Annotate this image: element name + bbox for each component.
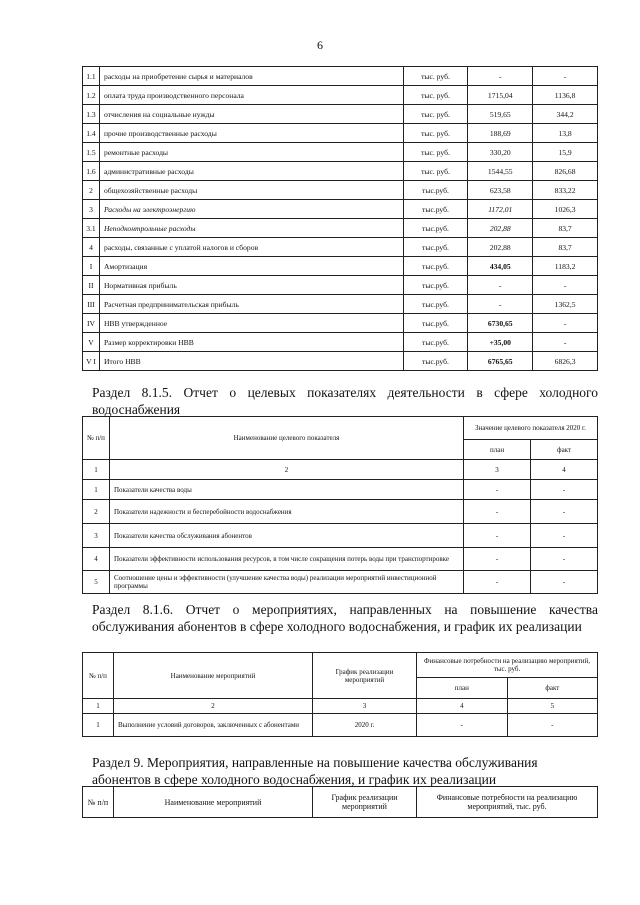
page-number: 6 [317,38,323,52]
index-cell: 3 [464,460,531,480]
row-plan: - [464,480,531,500]
budget-table [82,66,598,371]
row-unit: тыс. руб. [403,124,468,143]
col-schedule-header: График реализации мероприятий [313,787,417,818]
index-cell: 3 [313,699,417,714]
row-indicator: Показатели качества обслуживания абонентов [110,524,464,548]
row-fact: - [531,500,598,524]
row-item: Итого НВВ [99,352,403,371]
row-item: Неподконтрольные расходы [99,219,403,238]
row-item: Нормативная прибыль [99,276,403,295]
col-value-header: Значение целевого показателя 2020 г. [464,417,598,440]
col-fact-header: факт [507,678,597,699]
budget-row [83,352,598,371]
row-unit: тыс. руб. [403,143,468,162]
section-9-table [82,786,598,818]
row-fact: 83,7 [533,219,598,238]
row-item: ремонтные расходы [99,143,403,162]
row-fact: 6826,3 [533,352,598,371]
budget-row [83,333,598,352]
section-9-heading: Раздел 9. Мероприятия, направленные на повышение качества обслуживания абонентов в сфере холодного водоснабжения, и график их реализации [92,755,538,787]
row-num: 3 [83,200,100,219]
row-fact: 833,22 [533,181,598,200]
row-plan: - [417,714,508,737]
index-cell: 1 [83,699,114,714]
row-plan: 330,20 [468,143,533,162]
col-name-header: Наименование целевого показателя [110,417,464,460]
row-plan: - [468,67,533,86]
row-num: IV [83,314,100,333]
col-num-header: № п/п [83,787,114,818]
row-num: 5 [83,571,110,594]
row-unit: тыс.руб. [403,352,468,371]
row-plan: - [464,524,531,548]
row-plan: 6765,65 [468,352,533,371]
row-num: V [83,333,100,352]
index-cell: 1 [83,460,110,480]
row-indicator: Показатели надежности и бесперебойности водоснабжения [110,500,464,524]
budget-row [83,238,598,257]
col-num-header: № п/п [83,653,114,699]
row-unit: тыс.руб. [403,181,468,200]
row-item: общехозяйственные расходы [99,181,403,200]
row-fact: - [533,67,598,86]
budget-row [83,162,598,181]
row-fact: 344,2 [533,105,598,124]
index-cell: 2 [110,460,464,480]
row-plan: - [464,500,531,524]
indicator-row [83,548,598,571]
activities-table [82,652,598,737]
row-plan: - [468,295,533,314]
row-schedule: 2020 г. [313,714,417,737]
row-num: 4 [83,548,110,571]
row-num: 1 [83,480,110,500]
row-fact: 1183,2 [533,257,598,276]
row-item: административные расходы [99,162,403,181]
row-plan: 623,58 [468,181,533,200]
row-fact: 1136,8 [533,86,598,105]
index-cell: 4 [417,699,508,714]
row-fact: - [533,276,598,295]
row-plan: - [464,548,531,571]
col-schedule-header: График реализации мероприятий [313,653,417,699]
row-item: Расходы на электроэнергию [99,200,403,219]
row-unit: тыс.руб. [403,276,468,295]
col-name-header: Наименование мероприятий [114,787,313,818]
row-item: расходы, связанные с уплатой налогов и сборов [99,238,403,257]
row-fact: - [531,571,598,594]
row-item: НВВ утвержденное [99,314,403,333]
row-unit: тыс.руб. [403,295,468,314]
budget-row [83,67,598,86]
budget-row [83,257,598,276]
row-num: 2 [83,500,110,524]
row-indicator: Показатели эффективности использования ресурсов, в том числе сокращения потерь воды при транспортировке [110,548,464,571]
row-fact: - [507,714,597,737]
row-num: 1.6 [83,162,100,181]
col-plan-header: план [464,440,531,460]
indicator-row [83,571,598,594]
indicator-row [83,500,598,524]
row-num: 1.4 [83,124,100,143]
budget-row [83,200,598,219]
row-fact: 15,9 [533,143,598,162]
row-fact: - [533,314,598,333]
row-plan: 6730,65 [468,314,533,333]
row-indicator: Соотношение цены и эффективности (улучшение качества воды) реализации мероприятий инвестиционной программы [110,571,464,594]
row-item: Размер корректировки НВВ [99,333,403,352]
index-cell: 2 [114,699,313,714]
budget-row [83,219,598,238]
row-item: Амортизация [99,257,403,276]
row-num: 1.2 [83,86,100,105]
index-cell: 5 [507,699,597,714]
row-indicator: Показатели качества воды [110,480,464,500]
budget-row [83,143,598,162]
row-unit: тыс. руб. [403,162,468,181]
budget-row [83,105,598,124]
row-num: III [83,295,100,314]
section-8-1-6-heading: Раздел 8.1.6. Отчет о мероприятиях, направленных на повышение качества обслуживания абонентов в сфере холодного водоснабжения, и график их реализации [92,602,598,634]
row-fact: - [531,524,598,548]
row-unit: тыс. руб. [403,86,468,105]
row-plan: - [464,571,531,594]
budget-row [83,181,598,200]
row-fact: - [531,548,598,571]
row-unit: тыс.руб. [403,314,468,333]
row-item: прочие производственные расходы [99,124,403,143]
row-plan: 1172,01 [468,200,533,219]
row-num: 4 [83,238,100,257]
row-unit: тыс.руб. [403,200,468,219]
budget-row [83,314,598,333]
col-fact-header: факт [531,440,598,460]
budget-row [83,124,598,143]
row-num: 3.1 [83,219,100,238]
row-fact: 83,7 [533,238,598,257]
row-item: оплата труда производственного персонала [99,86,403,105]
col-finance-header: Финансовые потребности на реализацию мероприятий, тыс. руб. [417,787,598,818]
budget-row [83,295,598,314]
row-num: 1.3 [83,105,100,124]
row-plan: 1715,04 [468,86,533,105]
row-unit: тыс.руб. [403,238,468,257]
row-plan: 434,05 [468,257,533,276]
row-plan: 188,69 [468,124,533,143]
target-indicators-table [82,416,598,594]
row-activity: Выполнение условий договоров, заключенных с абонентами [114,714,313,737]
row-plan: 202,88 [468,219,533,238]
row-plan: - [468,276,533,295]
section-8-1-5-heading: Раздел 8.1.5. Отчет о целевых показателях деятельности в сфере холодного водоснабжения [92,385,598,417]
row-fact: 1362,5 [533,295,598,314]
row-unit: тыс.руб. [403,333,468,352]
col-plan-header: план [417,678,508,699]
row-unit: тыс.руб. [403,219,468,238]
row-fact: 1026,3 [533,200,598,219]
row-fact: 826,68 [533,162,598,181]
row-num: 3 [83,524,110,548]
row-num: 2 [83,181,100,200]
col-name-header: Наименование мероприятий [114,653,313,699]
row-num: 1.5 [83,143,100,162]
row-fact: - [531,480,598,500]
row-plan: 1544,55 [468,162,533,181]
row-unit: тыс. руб. [403,105,468,124]
row-num: V I [83,352,100,371]
row-fact: - [533,333,598,352]
row-num: 1.1 [83,67,100,86]
row-plan: +35,00 [468,333,533,352]
col-finance-header: Финансовые потребности на реализацию мероприятий, тыс. руб. [417,653,598,678]
row-unit: тыс. руб. [403,67,468,86]
row-num: II [83,276,100,295]
indicator-row [83,480,598,500]
row-item: Расчетная предпринимательская прибыль [99,295,403,314]
row-num: 1 [83,714,114,737]
col-num-header: № п/п [83,417,110,460]
row-fact: 13,8 [533,124,598,143]
indicator-row [83,524,598,548]
row-item: отчисления на социальные нужды [99,105,403,124]
row-unit: тыс.руб. [403,257,468,276]
row-num: I [83,257,100,276]
row-plan: 202,88 [468,238,533,257]
budget-row [83,276,598,295]
index-cell: 4 [531,460,598,480]
row-item: расходы на приобретение сырья и материалов [99,67,403,86]
budget-row [83,86,598,105]
row-plan: 519,65 [468,105,533,124]
